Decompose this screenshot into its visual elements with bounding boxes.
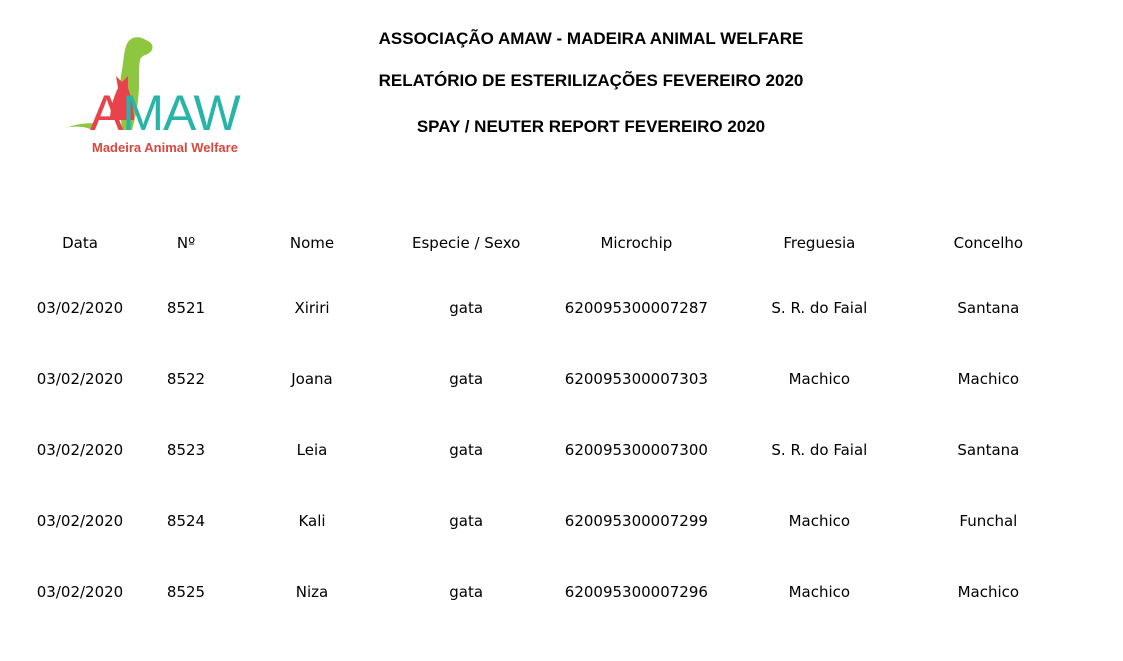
cell-concelho: Machico [957, 582, 1020, 601]
column-header-microchip: Microchip [600, 234, 673, 252]
cell-data: 03/02/2020 [36, 369, 124, 388]
cell-microchip: 620095300007296 [564, 582, 708, 601]
cell-concelho: Santana [957, 298, 1020, 317]
cell-data: 03/02/2020 [36, 582, 124, 601]
cell-numero: 8525 [166, 582, 206, 601]
cell-numero: 8523 [166, 440, 206, 459]
cell-freguesia: S. R. do Faial [771, 298, 868, 317]
cell-freguesia: Machico [788, 511, 851, 530]
cell-microchip: 620095300007299 [564, 511, 708, 530]
cell-nome: Niza [295, 582, 329, 601]
cell-microchip: 620095300007287 [564, 298, 708, 317]
report-title-pt: RELATÓRIO DE ESTERILIZAÇÕES FEVEREIRO 2020 [378, 71, 804, 90]
cell-freguesia: Machico [788, 369, 851, 388]
cell-nome: Leia [296, 440, 328, 459]
column-header-freguesia: Freguesia [783, 234, 856, 252]
cell-numero: 8522 [166, 369, 206, 388]
cell-microchip: 620095300007303 [564, 369, 708, 388]
cell-concelho: Funchal [959, 511, 1018, 530]
cell-especie: gata [449, 511, 484, 530]
logo-subtitle: Madeira Animal Welfare [92, 140, 238, 155]
cell-data: 03/02/2020 [36, 440, 124, 459]
cell-freguesia: S. R. do Faial [771, 440, 868, 459]
report-title-en: SPAY / NEUTER REPORT FEVEREIRO 2020 [416, 117, 766, 136]
cell-freguesia: Machico [788, 582, 851, 601]
column-header-data: Data [62, 234, 98, 252]
sterilization-table [0, 214, 1090, 627]
cell-especie: gata [449, 298, 484, 317]
amaw-logo [62, 30, 262, 160]
table-header-row [0, 214, 1090, 272]
cell-microchip: 620095300007300 [564, 440, 708, 459]
logo-wordmark-a: A [90, 85, 123, 141]
cell-nome: Kali [298, 511, 326, 530]
table-row [0, 556, 1090, 627]
cell-numero: 8524 [166, 511, 206, 530]
association-title: ASSOCIAÇÃO AMAW - MADEIRA ANIMAL WELFARE [378, 29, 804, 48]
table-row [0, 343, 1090, 414]
cell-data: 03/02/2020 [36, 511, 124, 530]
cell-data: 03/02/2020 [36, 298, 124, 317]
cell-nome: Xiriri [294, 298, 330, 317]
column-header-concelho: Concelho [953, 234, 1024, 252]
logo-wordmark-rest: MAW [122, 85, 240, 141]
cell-especie: gata [449, 582, 484, 601]
column-header-nome: Nome [289, 234, 335, 252]
cell-especie: gata [449, 440, 484, 459]
table-row [0, 414, 1090, 485]
table-row [0, 272, 1090, 343]
logo-wordmark [90, 85, 240, 141]
cell-especie: gata [449, 369, 484, 388]
cell-concelho: Machico [957, 369, 1020, 388]
column-header-especie-sexo: Especie / Sexo [412, 234, 521, 252]
table-row [0, 485, 1090, 556]
cell-concelho: Santana [957, 440, 1020, 459]
cell-numero: 8521 [166, 298, 206, 317]
column-header-numero: Nº [176, 234, 196, 252]
cell-nome: Joana [291, 369, 333, 388]
